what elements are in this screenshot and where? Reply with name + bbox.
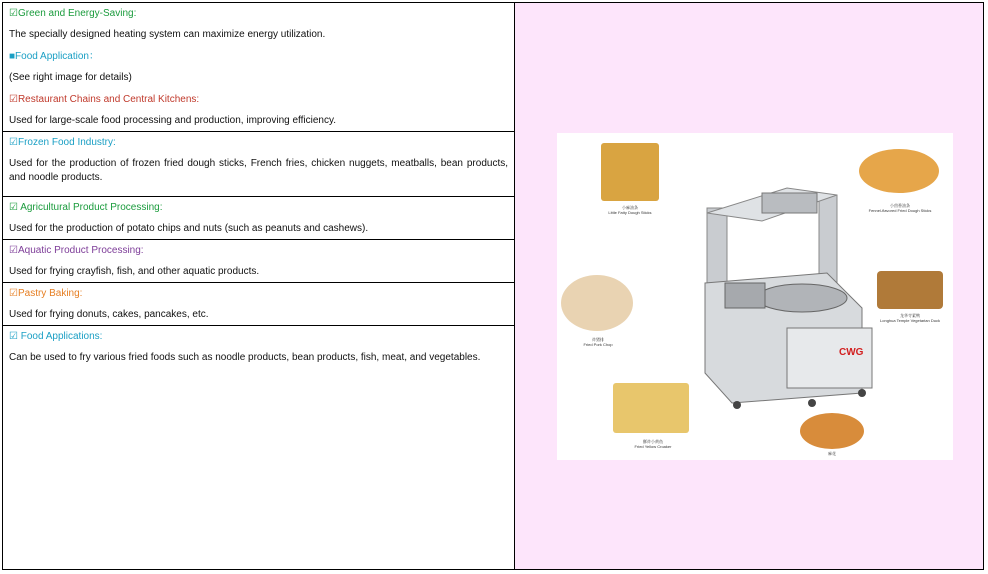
- fryer-illustration: [557, 133, 953, 460]
- caption: [867, 313, 953, 323]
- caption: [812, 451, 852, 456]
- section-heading: ☑Pastry Baking:: [9, 288, 83, 299]
- section-body: Used for frying donuts, cakes, pancakes, etc.: [3, 304, 514, 326]
- section-body: Used for frying crayfish, fish, and other aquatic products.: [3, 261, 514, 283]
- caption-cn: 龙华寺素鸭: [900, 313, 920, 318]
- caption: [613, 439, 693, 449]
- caption: [591, 205, 669, 215]
- brand-label: CWG: [839, 347, 864, 358]
- food-photo: [613, 383, 689, 433]
- caption-en: Longhua Temple Vegetarian Duck: [880, 318, 940, 323]
- section-heading: ☑Frozen Food Industry:: [9, 137, 116, 148]
- section-heading: ☑Aquatic Product Processing:: [9, 245, 144, 256]
- caption-en: Fried Yellow Croaker: [634, 444, 672, 449]
- caption-en: Fennel-flavored Fried Dough Sticks: [868, 208, 932, 213]
- food-photo: [800, 413, 864, 449]
- section-heading: ☑ Agricultural Product Processing:: [9, 202, 163, 213]
- section-heading: ☑Green and Energy-Saving:: [9, 8, 137, 19]
- section-body: (See right image for details): [9, 72, 132, 83]
- section-body: Can be used to fry various fried foods such as noodle products, bean products, fish, meat, and vegetables.: [9, 352, 481, 363]
- section-body: Used for the production of frozen fried dough sticks, French fries, chicken nuggets, meatballs, bean products, and noodle products.: [3, 153, 514, 197]
- caption-cn: 炸猪排: [592, 337, 604, 342]
- caption-cn: 麻花: [828, 451, 836, 456]
- section-body: Used for large-scale food processing and production, improving efficiency.: [3, 110, 514, 132]
- image-column: [515, 3, 983, 569]
- caption: [563, 337, 633, 347]
- text-column: [3, 3, 515, 569]
- caption-cn: 小茴香油条: [890, 203, 910, 208]
- section-heading: ☑Restaurant Chains and Central Kitchens:: [9, 94, 200, 105]
- section-body: The specially designed heating system can maximize energy utilization.: [9, 29, 326, 40]
- caption-en: Fried Pork Chop: [583, 342, 613, 347]
- food-photo: [601, 143, 659, 201]
- caption-cn: 酥炸小黄鱼: [643, 439, 663, 444]
- caption: [855, 203, 945, 213]
- fryer-product-image: [557, 133, 953, 460]
- section-heading: ☑ Food Applications:: [9, 331, 103, 342]
- food-photo: [561, 275, 633, 331]
- section-heading: ■Food Application：: [9, 51, 99, 62]
- food-photo: [877, 271, 943, 309]
- caption-cn: 小麻油条: [622, 205, 638, 210]
- document-table: [2, 2, 984, 570]
- food-photo: [859, 149, 939, 193]
- section-body: Used for the production of potato chips and nuts (such as peanuts and cashews).: [3, 218, 514, 240]
- caption-en: Little Fatty Dough Sticks: [608, 210, 652, 215]
